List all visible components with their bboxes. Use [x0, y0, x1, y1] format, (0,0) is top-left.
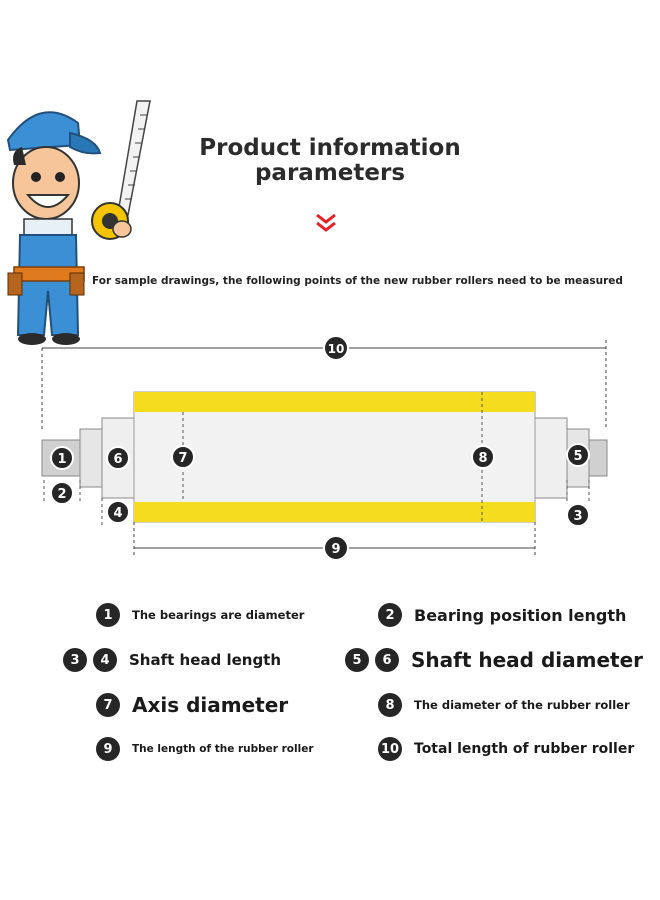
marker-4-label: 4 — [113, 506, 123, 521]
marker-1 — [51, 447, 73, 469]
title-line-1: Product information — [199, 135, 461, 161]
marker-9-label: 9 — [331, 542, 341, 557]
rubber-layer-bottom — [134, 502, 535, 522]
legend-badge: 5 — [345, 648, 369, 672]
marker-8-label: 8 — [478, 451, 488, 466]
legend-badge: 9 — [96, 737, 120, 761]
legend-badge: 10 — [378, 737, 402, 761]
rubber-layer-top — [134, 392, 535, 412]
title-line-2: parameters — [254, 160, 406, 186]
marker-3-label: 3 — [573, 509, 583, 524]
marker-7 — [172, 446, 194, 468]
legend-badge: 4 — [93, 648, 117, 672]
legend-item-10 — [378, 737, 634, 761]
marker-5-label: 5 — [573, 449, 583, 464]
legend-label: Shaft head diameter — [411, 648, 644, 672]
legend-badge: 7 — [96, 693, 120, 717]
legend-item-1 — [96, 603, 304, 627]
legend-label: Bearing position length — [414, 605, 627, 625]
marker-1-label: 1 — [57, 452, 67, 467]
legend-badge: 3 — [63, 648, 87, 672]
legend-badge: 2 — [378, 603, 402, 627]
marker-3 — [567, 504, 589, 526]
legend-label: The diameter of the rubber roller — [414, 698, 630, 712]
instruction-text: For sample drawings, the following points of the new rubber rollers need to be measured — [92, 275, 623, 287]
legend-label: Total length of rubber roller — [414, 741, 635, 757]
marker-2-label: 2 — [57, 487, 67, 502]
marker-8 — [472, 446, 494, 468]
page-title — [0, 136, 660, 186]
legend-label: The length of the rubber roller — [132, 743, 314, 755]
legend-item-9 — [96, 737, 314, 761]
worker-with-tape-measure-icon — [0, 95, 160, 355]
legend-item-8 — [378, 693, 630, 717]
legend-label: Shaft head length — [129, 651, 282, 669]
legend-badge: 6 — [375, 648, 399, 672]
legend-label: The bearings are diameter — [132, 608, 305, 622]
legend-item-3-4 — [63, 648, 281, 672]
marker-10-label: 10 — [327, 342, 345, 356]
legend-badge: 1 — [96, 603, 120, 627]
marker-7-label: 7 — [178, 451, 188, 466]
marker-4 — [107, 501, 129, 523]
legend-label: Axis diameter — [132, 693, 289, 717]
legend-item-5-6 — [345, 648, 643, 672]
chevron-down-icon — [314, 212, 338, 234]
roller-diagram — [0, 330, 660, 570]
marker-6-label: 6 — [113, 452, 123, 467]
marker-5 — [567, 444, 589, 466]
marker-9 — [324, 536, 348, 560]
legend-item-7 — [96, 693, 288, 717]
marker-2 — [51, 482, 73, 504]
marker-6 — [107, 447, 129, 469]
legend-badge: 8 — [378, 693, 402, 717]
legend-item-2 — [378, 603, 626, 627]
marker-10 — [324, 336, 348, 360]
